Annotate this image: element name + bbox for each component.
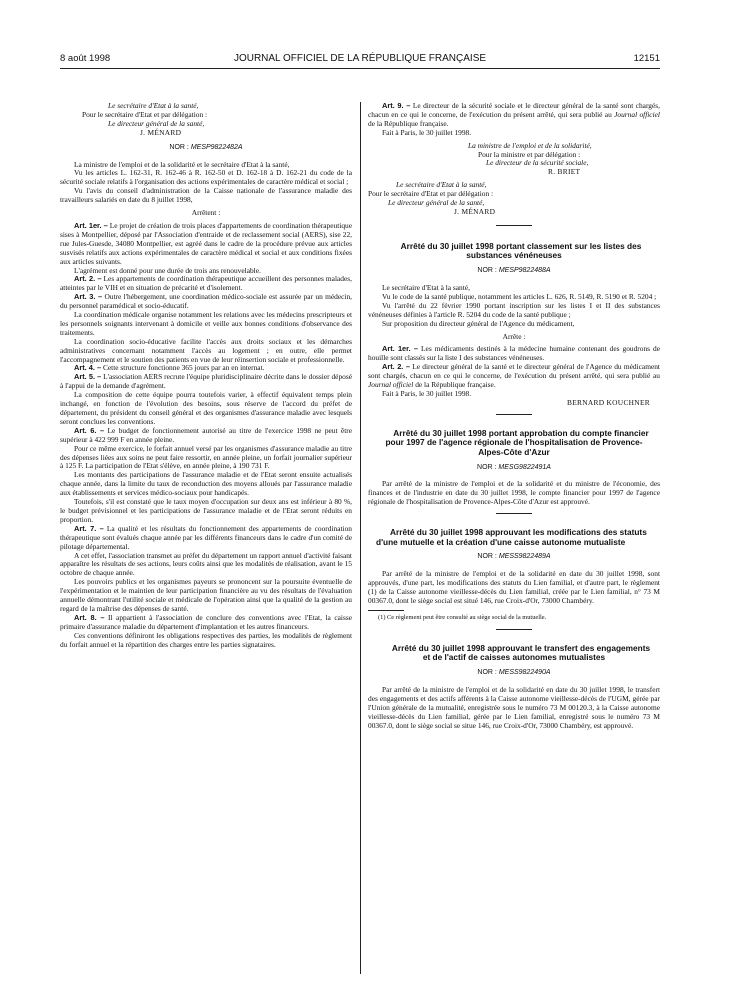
article xyxy=(60,525,352,552)
signature-line: Le directeur de la sécurité sociale, xyxy=(486,158,589,168)
nor-label: NOR : xyxy=(477,553,497,561)
article-text: L'agrément est donné pour une durée de trois ans renouvelable. xyxy=(74,265,261,275)
done-at: Fait à Paris, le 30 juillet 1998. xyxy=(382,127,472,137)
article-text: Le budget de fonctionnement autorisé au titre de l'exercice 1998 ne peut être supérieur à 422 999 F en année pleine. xyxy=(60,425,352,444)
paragraph: Sur proposition du directeur général de l'Agence du médicament, xyxy=(382,318,575,328)
signature-line: Le directeur général de la santé, xyxy=(388,198,485,208)
section-title: Arrêté du 30 juillet 1998 portant classement sur les listes des substances vénéneuses xyxy=(400,240,642,261)
nor-code: MESG9822491A xyxy=(498,463,551,471)
signature-line: Pour le secrétaire d'Etat et par délégation : xyxy=(368,189,494,199)
section-title: Arrêté du 30 juillet 1998 approuvant les modifications des statuts d'une mutuelle et la création d'une caisse autonome mutualiste xyxy=(376,527,647,547)
article-text: Ces conventions définiront les obligations respectives des parties, les modalités de règlement du forfait annuel et la répartition des charges entre les parties signataires. xyxy=(60,630,352,649)
article-text: Toutefois, s'il est constaté que le taux moyen d'occupation sur deux ans est inférieur à 80 %, le budget prévisionnel et les participations de l'assurance maladie et de l'Etat seront réduits en proportion. xyxy=(60,497,352,524)
article xyxy=(60,275,352,293)
article-label: Art. 3. – xyxy=(74,292,103,302)
article xyxy=(60,471,352,498)
article xyxy=(60,338,352,365)
article-label: Art. 2. – xyxy=(74,274,102,284)
footnote-rule xyxy=(368,610,404,611)
nor-code: MESS9822490A xyxy=(498,668,551,676)
article-label: Art. 6. – xyxy=(74,425,105,435)
right-column xyxy=(368,102,660,730)
journal-title: JOURNAL OFFICIEL DE LA RÉPUBLIQUE FRANÇAISE xyxy=(233,53,487,64)
signature-block xyxy=(60,102,352,138)
paragraph: Par arrêté de la ministre de l'emploi et de la solidarité et du ministre de l'économie, des finances et de l'industrie en date du 30 juillet 1998, le compte financier pour 1997 de l'agence régionale de l'hospitalisation de Provence-Alpes-Côte d'Azur est approuvé. xyxy=(368,479,660,507)
article xyxy=(60,614,352,632)
article xyxy=(60,427,352,445)
article xyxy=(60,632,352,650)
article-label: Art. 1er. – xyxy=(74,220,108,230)
article xyxy=(60,498,352,525)
nor-reference xyxy=(368,267,660,276)
article-label: Art. 4. – xyxy=(74,363,102,373)
article-text: Il appartient à l'association de conclure des conventions avec l'Etat, la caisse primaire d'assurance maladie du département d'implantation et les autres financeurs. xyxy=(60,612,352,631)
article-text: La qualité et les résultats du fonctionnement des appartements de coordination thérapeutique sont évalués chaque année par les différents financeurs dans le cadre d'un comité de pilotage départemental. xyxy=(60,523,352,551)
footnote: (1) Ce règlement peut être consulté au siège social de la mutuelle. xyxy=(378,613,547,621)
section-title: Arrêté du 30 juillet 1998 portant approbation du compte financier pour 1997 de l'agence régionale de l'hospitalisation de Provence-Alpes-Côte d'Azur xyxy=(385,427,649,457)
article xyxy=(60,373,352,391)
signatory-name: J. MÉNARD xyxy=(454,206,496,216)
article-text: La coordination socio-éducative facilite l'accès aux droits sociaux et les démarches administratives concernant notamment l'accès au logement ; en outre, elle permet l'accompagnement et le soutien des patients en vue de leur réinsertion sociale et professionnelle. xyxy=(60,336,352,364)
signatory-name: J. MÉNARD xyxy=(140,127,182,137)
article xyxy=(60,445,352,472)
article-text: L'association AERS recrute l'équipe pluridisciplinaire décrite dans le dossier déposé à l'appui de la demande d'agrément. xyxy=(60,372,352,391)
signature-block xyxy=(368,181,660,217)
article-text: Le directeur de la sécurité sociale et le directeur général de la santé sont chargés, chacun en ce qui le concerne, de l'exécution du présent arrêté, qui sera publié au xyxy=(368,101,660,119)
signature-block xyxy=(368,142,660,178)
article-label: Art. 7. – xyxy=(74,523,104,533)
article-text: de la République française. xyxy=(368,118,449,128)
left-column xyxy=(60,102,352,649)
signatory-name: BERNARD KOUCHNER xyxy=(566,397,650,407)
nor-label: NOR : xyxy=(477,668,497,676)
paragraph: Par arrêté de la ministre de l'emploi et de la solidarité en date du 30 juillet 1998, sont approuvés, d'une part, les modifications des statuts du Lien familial, et d'autre part, le règlement (1) de la Caisse autonome vieillesse-décès du Lien familial, créée par le Lien familial, n° 73 M 00367.0, dont le siège social est situé 146, rue Croix-d'Or, 73000 Chambéry. xyxy=(368,569,660,605)
article-text: Les appartements de coordination thérapeutique accueillent des personnes malades, atteintes par le VIH et en situation de précarité et d'isolement. xyxy=(60,274,352,293)
page-header xyxy=(60,53,660,67)
article-text: Les pouvoirs publics et les organismes payeurs se prononcent sur la poursuite éventuelle de l'expérimentation et le maintien de leur participation financière au vu des résultats de l'évaluation annuelle démontrant l'utilité sociale et médicale de l'opération ainsi que la qualité de la gestion au regard de la maîtrise des dépenses de santé. xyxy=(60,577,352,613)
header-rule xyxy=(60,68,660,69)
nor-reference xyxy=(368,464,660,473)
journal-reference: Journal officiel xyxy=(368,380,414,390)
article-text: Les montants des participations de l'assurance maladie et de l'Etat seront ensuite actualisés chaque année, dans la limite du taux de reconduction des moyens alloués par l'assurance maladie aux établissements et services médico-sociaux pour handicapés. xyxy=(60,470,352,498)
article xyxy=(368,363,660,390)
article xyxy=(368,345,660,363)
journal-reference: Journal officiel xyxy=(614,109,660,119)
decree-word: Arrêtent : xyxy=(191,208,221,218)
nor-code: MESP9822482A xyxy=(190,143,243,151)
section-title: Arrêté du 30 juillet 1998 approuvant le transfert des engagements et de l'actif de caisses autonomes mutualistes xyxy=(391,642,651,663)
nor-reference xyxy=(368,669,660,678)
article-text: La coordination médicale organise notamment les relations avec les médecins prescripteurs et les personnels soignants intervenant à domicile et veille aux bonnes conditions d'observance des traitements. xyxy=(60,310,352,337)
signature-line: Pour le secrétaire d'Etat et par délégation : xyxy=(82,109,208,119)
article-text: Pour ce même exercice, le forfait annuel versé par les organismes d'assurance maladie au titre des dépenses liées aux soins ne peut faire ressortir, en année pleine, un forfait journalier supérieur à 125 F. La participation de l'Etat s'élève, en année pleine, à 190 731 F. xyxy=(60,443,352,471)
article-text: La composition de cette équipe pourra toutefois varier, à effectif équivalent temps plein inchangé, en fonction de l'évolution des besoins, sous réserve de l'accord du préfet de département, du président du conseil général et des organismes d'assurance maladie avec lesquels seront conclues les conventions. xyxy=(60,390,352,426)
article-label: Art. 9. – xyxy=(382,101,411,110)
article-text: A cet effet, l'association transmet au préfet du département un rapport annuel d'activité faisant apparaître les résultats de ses actions, leurs coûts ainsi que les modalités de réalisation, avant le 15 octobre de chaque année. xyxy=(60,550,352,578)
article xyxy=(60,293,352,311)
article xyxy=(60,552,352,579)
article-label: Art. 5. – xyxy=(74,372,102,382)
article-label: Art. 2. – xyxy=(382,362,410,372)
article-text: Le projet de création de trois places d'appartements de coordination thérapeutique sises à Montpellier, déposé par l'Association d'entraide et de reclassement social (AERS), sise 22, rue Jules-Guesde, 34080 Montpellier, est agréé dans le cadre de la procédure prévue aux articles susvisés relatifs aux actions expérimentales de caractère médical et social et aux conditions fixées aux articles suivants. xyxy=(60,220,352,266)
paragraph: La ministre de l'emploi et de la solidarité et le secrétaire d'Etat à la santé, xyxy=(74,159,290,169)
page-number: 12151 xyxy=(633,53,660,64)
article-label: Art. 1er. – xyxy=(382,344,419,354)
article-text: Outre l'hébergement, une coordination médico-sociale est assurée par un médecin, du personnel paramédical et socio-éducatif. xyxy=(60,292,352,311)
paragraph: Vu le code de la santé publique, notamment les articles L. 626, R. 5149, R. 5190 et R. 5204 ; xyxy=(382,291,657,301)
article xyxy=(368,102,660,129)
signature-line: La ministre de l'emploi et de la solidarité, xyxy=(468,140,592,150)
nor-label: NOR : xyxy=(169,143,189,151)
paragraph: Par arrêté de la ministre de l'emploi et de la solidarité en date du 30 juillet 1998, le transfert des engagements et des actifs afférents à la Caisse autonome vieillesse-décès de l'UGM, gérée par l'Union générale de la mutualité, enregistrée sous le numéro 73 M 00120.3, à la Caisse autonome vieillesse-décès du Lien familial, gérée par le Lien familial, enregistré sous le numéro 73 M 00367.0, dont le siège social se situe 146, rue Croix-d'Or, 73000 Chambéry, est approuvé. xyxy=(368,684,660,730)
article-text: Les médicaments destinés à la médecine humaine contenant des goudrons de houille sont classés sur la liste I des substances vénéneuses. xyxy=(368,344,660,363)
article xyxy=(60,311,352,338)
nor-reference xyxy=(368,553,660,562)
paragraph: Vu l'avis du conseil d'administration de la Caisse nationale de l'assurance maladie des travailleurs salariés en date du 8 juillet 1998, xyxy=(60,186,352,205)
article xyxy=(60,391,352,427)
article-label: Art. 8. – xyxy=(74,612,105,622)
column-divider xyxy=(360,102,361,974)
nor-code: MESP9822488A xyxy=(498,267,551,275)
signatory-name: R. BRIET xyxy=(548,167,581,177)
paragraph: Le secrétaire d'Etat à la santé, xyxy=(382,282,470,292)
signature-line: Le secrétaire d'Etat à la santé, xyxy=(108,101,199,110)
decree-word: Arrête : xyxy=(502,331,526,341)
nor-reference xyxy=(60,144,352,153)
signature-line: Pour la ministre et par délégation : xyxy=(478,149,581,159)
signature-line: Le directeur général de la santé, xyxy=(108,118,205,128)
article-text: de la République française. xyxy=(415,380,496,390)
article-text: Cette structure fonctionne 365 jours par an en internat. xyxy=(102,363,265,373)
article-text: Le directeur général de la santé et le directeur général de l'Agence du médicament sont chargés, chacun en ce qui le concerne, de l'exécution du présent arrêté, qui sera publié au xyxy=(368,362,660,381)
article xyxy=(60,222,352,267)
nor-code: MESS9822489A xyxy=(498,553,551,561)
signature-line: Le secrétaire d'Etat à la santé, xyxy=(396,180,487,190)
nor-label: NOR : xyxy=(477,463,497,471)
paragraph: Vu l'arrêté du 22 février 1990 portant inscription sur les listes I et II des substances vénéneuses définies à l'article R. 5204 du code de la santé publique ; xyxy=(368,300,660,319)
paragraph: Vu les articles L. 162-31, R. 162-46 à R. 162-50 et D. 162-18 à D. 162-21 du code de la sécurité sociale relatifs à l'organisation des actions expérimentales de caractère médical et social ; xyxy=(60,168,352,187)
issue-date: 8 août 1998 xyxy=(60,53,111,64)
nor-label: NOR : xyxy=(477,267,497,275)
done-at: Fait à Paris, le 30 juillet 1998. xyxy=(382,388,472,398)
article xyxy=(60,578,352,614)
